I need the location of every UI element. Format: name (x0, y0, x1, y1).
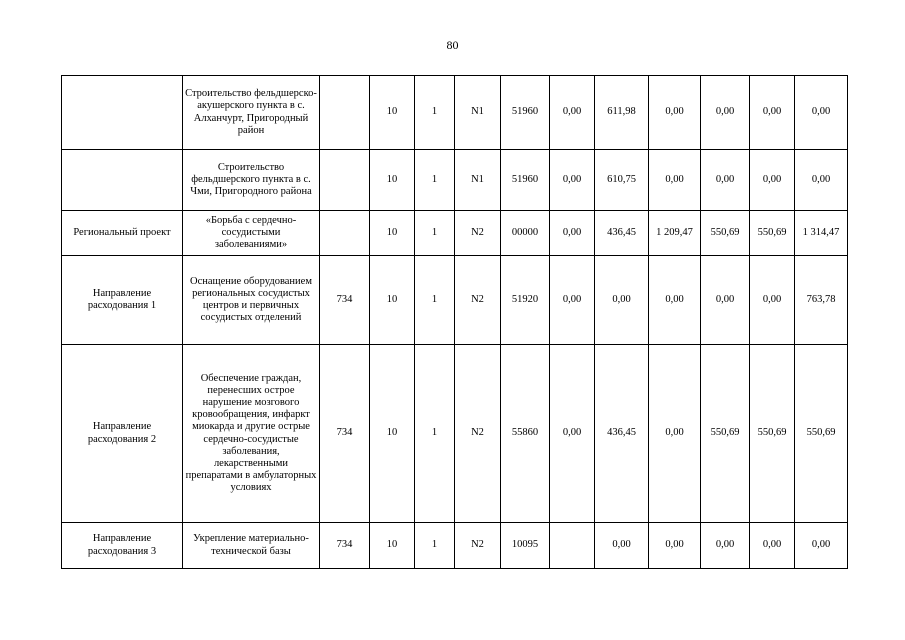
amount-cell: 0,00 (795, 76, 848, 150)
rz-cell: 10 (370, 150, 415, 211)
amount-cell: 0,00 (701, 76, 750, 150)
row-name: Направление расходования 2 (62, 345, 183, 523)
amount-cell: 0,00 (795, 523, 848, 569)
amount-cell (550, 523, 595, 569)
amount-cell: 0,00 (701, 523, 750, 569)
grbs-cell (320, 211, 370, 256)
amount-cell: 550,69 (750, 211, 795, 256)
program-code-cell: N1 (455, 76, 501, 150)
row-description: Оснащение оборудованием региональных сосудистых центров и первичных сосудистых отделений (183, 256, 320, 345)
amount-cell: 0,00 (550, 211, 595, 256)
pr-cell: 1 (415, 345, 455, 523)
row-name: Направление расходования 1 (62, 256, 183, 345)
pr-cell: 1 (415, 523, 455, 569)
amount-cell: 0,00 (595, 256, 649, 345)
direction-code-cell: 55860 (501, 345, 550, 523)
direction-code-cell: 10095 (501, 523, 550, 569)
grbs-cell: 734 (320, 256, 370, 345)
grbs-cell: 734 (320, 345, 370, 523)
amount-cell: 0,00 (701, 150, 750, 211)
rz-cell: 10 (370, 211, 415, 256)
program-code-cell: N2 (455, 256, 501, 345)
table-row (62, 523, 848, 569)
amount-cell: 0,00 (550, 76, 595, 150)
amount-cell: 0,00 (595, 523, 649, 569)
amount-cell: 0,00 (550, 256, 595, 345)
grbs-cell (320, 150, 370, 211)
amount-cell: 0,00 (750, 150, 795, 211)
amount-cell: 0,00 (750, 256, 795, 345)
program-code-cell: N2 (455, 523, 501, 569)
amount-cell: 436,45 (595, 345, 649, 523)
amount-cell: 0,00 (649, 523, 701, 569)
amount-cell: 1 314,47 (795, 211, 848, 256)
rz-cell: 10 (370, 256, 415, 345)
amount-cell: 610,75 (595, 150, 649, 211)
table-body (62, 76, 848, 569)
amount-cell: 0,00 (750, 523, 795, 569)
grbs-cell (320, 76, 370, 150)
row-description: Обеспечение граждан, перенесших острое нарушение мозгового кровообращения, инфаркт миокарда и другие острые сердечно-сосудистые заболевания, лекарственными препаратами в амбулаторных условиях (183, 345, 320, 523)
amount-cell: 0,00 (701, 256, 750, 345)
row-name: Направление расходования 3 (62, 523, 183, 569)
table-row (62, 150, 848, 211)
amount-cell: 611,98 (595, 76, 649, 150)
direction-code-cell: 51960 (501, 76, 550, 150)
amount-cell: 0,00 (649, 256, 701, 345)
amount-cell: 550,69 (795, 345, 848, 523)
row-description: Строительство фельдшерского пункта в с. Чми, Пригородного района (183, 150, 320, 211)
amount-cell: 550,69 (701, 211, 750, 256)
row-description: «Борьба с сердечно-сосудистыми заболеваниями» (183, 211, 320, 256)
table-row (62, 211, 848, 256)
amount-cell: 550,69 (701, 345, 750, 523)
direction-code-cell: 51920 (501, 256, 550, 345)
pr-cell: 1 (415, 256, 455, 345)
row-description: Укрепление материально-технической базы (183, 523, 320, 569)
program-code-cell: N1 (455, 150, 501, 211)
pr-cell: 1 (415, 150, 455, 211)
pr-cell: 1 (415, 76, 455, 150)
amount-cell: 0,00 (795, 150, 848, 211)
amount-cell: 0,00 (649, 150, 701, 211)
amount-cell: 0,00 (649, 76, 701, 150)
rz-cell: 10 (370, 76, 415, 150)
table-row (62, 256, 848, 345)
amount-cell: 436,45 (595, 211, 649, 256)
direction-code-cell: 51960 (501, 150, 550, 211)
amount-cell: 0,00 (550, 345, 595, 523)
pr-cell: 1 (415, 211, 455, 256)
row-name: Региональный проект (62, 211, 183, 256)
amount-cell: 550,69 (750, 345, 795, 523)
row-name (62, 150, 183, 211)
row-name (62, 76, 183, 150)
program-code-cell: N2 (455, 211, 501, 256)
amount-cell: 0,00 (649, 345, 701, 523)
rz-cell: 10 (370, 345, 415, 523)
row-description: Строительство фельдшерско-акушерского пункта в с. Алханчурт, Пригородный район (183, 76, 320, 150)
amount-cell: 0,00 (750, 76, 795, 150)
rz-cell: 10 (370, 523, 415, 569)
amount-cell: 763,78 (795, 256, 848, 345)
page-number: 80 (446, 38, 459, 52)
program-code-cell: N2 (455, 345, 501, 523)
table-row (62, 76, 848, 150)
table-row (62, 345, 848, 523)
direction-code-cell: 00000 (501, 211, 550, 256)
grbs-cell: 734 (320, 523, 370, 569)
amount-cell: 1 209,47 (649, 211, 701, 256)
budget-table (61, 75, 848, 569)
amount-cell: 0,00 (550, 150, 595, 211)
